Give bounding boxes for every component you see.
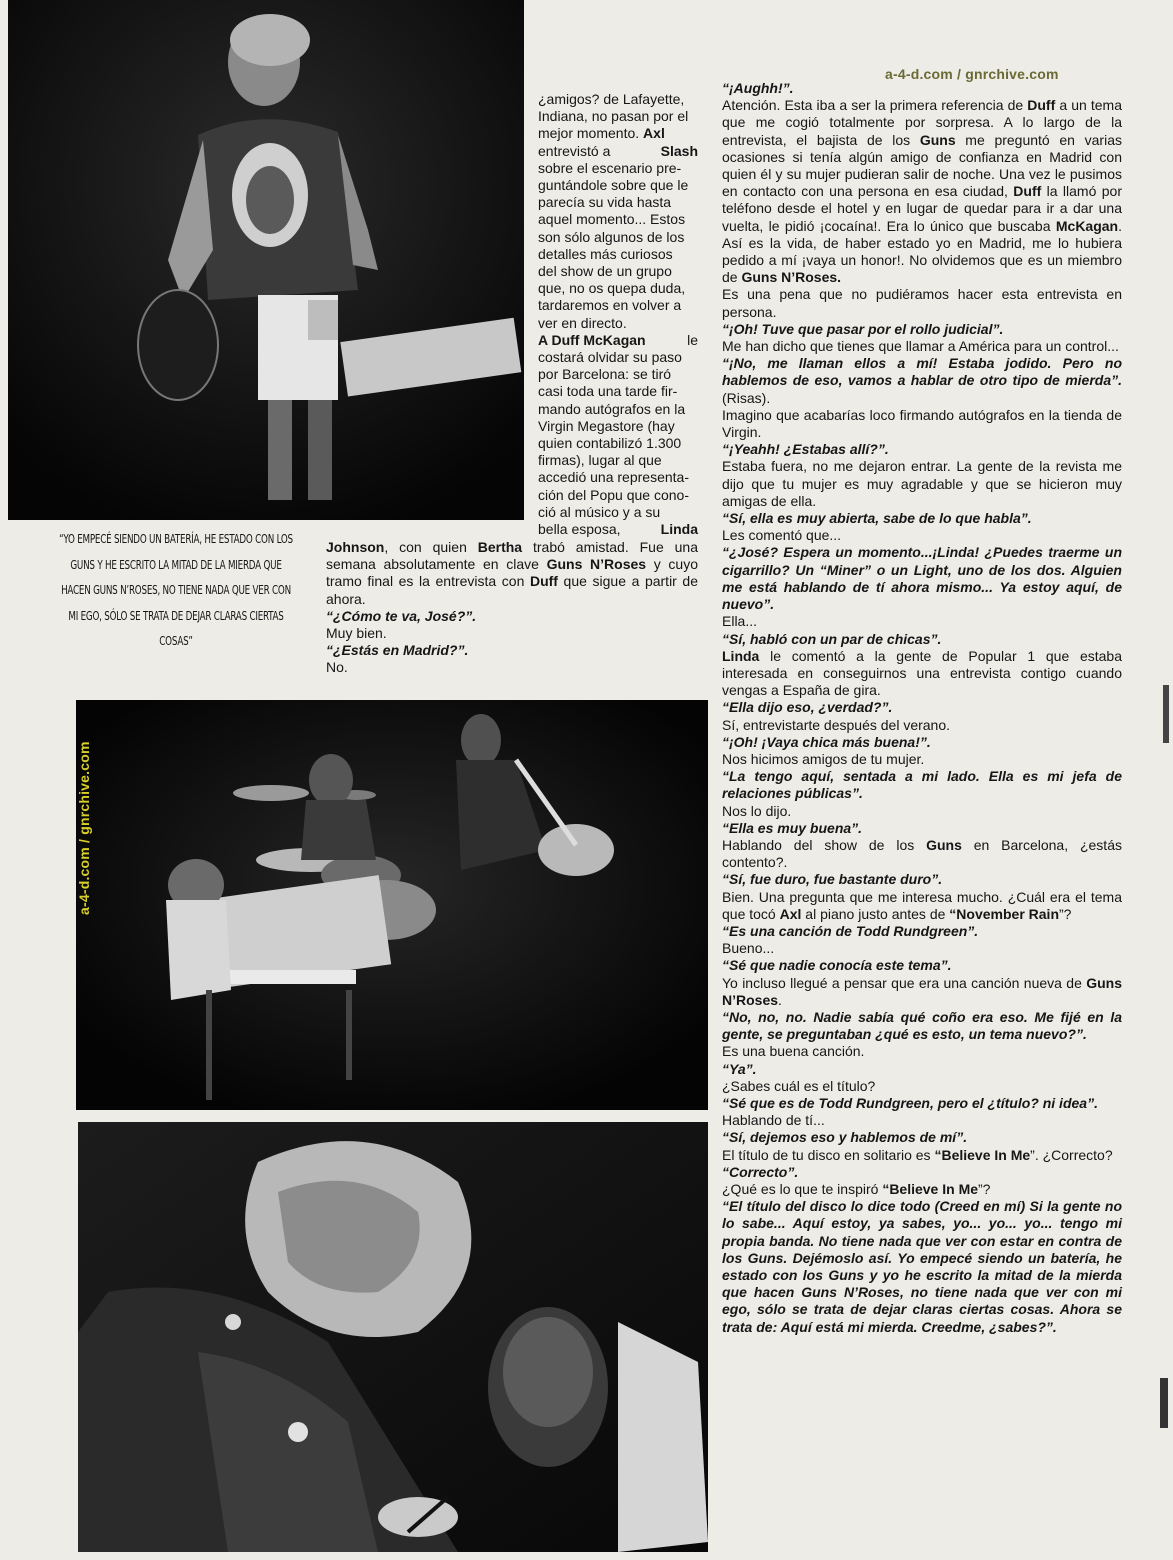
quote-text: “¡Oh! Tuve que pasar por el rollo judicial”. [722, 320, 1004, 337]
interview-question: Estaba fuera, no me dejaron entrar. La gente de la revista me dijo que tu mujer es muy agradable y que se hicieron muy amigas de ella. [722, 458, 1122, 509]
interview-question: Imagino que acabarías loco firmando autógrafos en la tienda de Virgin. [722, 406, 1122, 441]
interview-question: Nos lo dijo. [722, 802, 792, 819]
right-column [722, 80, 1122, 1336]
interview-question: Me han dicho que tienes que llamar a América para un control... [722, 338, 1119, 355]
interview-answer-quote [722, 1129, 1122, 1146]
quote-text: “¡Aughh!”. [722, 80, 794, 96]
text-line: entrevistó a Slash [538, 142, 698, 159]
quote-text: “El título del disco lo dice todo (Creed en mí) Si la gente no lo sabe... Aquí estoy, ya sabes, yo... yo... yo... tengo mi propia banda. No tiene nada que ver con estar en contra de los Guns. Dejémoslo así. Yo empecé siendo un batería, he estado con los Guns y yo he escrito la mitad de la mierda que hacen Guns N’Roses, no tiene nada que ver con mi ego, sólo se trata de dejar claras ciertas cosas. Ahora se trata de: Aquí está mi mierda. Creedme, ¿sabes?”. [722, 1198, 1122, 1335]
quote-text: “Ya”. [722, 1060, 757, 1077]
interview-question: Ella... [722, 613, 758, 630]
interview-answer-quote [722, 441, 1122, 458]
text-line: A Duff McKagan le [538, 331, 698, 348]
text-line: detalles más curiosos [538, 245, 673, 262]
text-line: ¿amigos? de Lafayette, [538, 91, 685, 107]
quote-text: “Es una canción de Todd Rundgreen”. [722, 922, 979, 939]
bold-name: Guns N’Roses. [741, 269, 842, 286]
quote-text: “Sé que nadie conocía este tema”. [722, 957, 952, 974]
interview-question: Hablando de tí... [722, 1112, 825, 1129]
interview-answer-quote [722, 355, 1122, 407]
interview-answer-quote [722, 544, 1122, 613]
text-line: costará olvidar su paso [538, 349, 682, 366]
quote-text: “Sé que es de Todd Rundgreen, pero el ¿título? ni idea”. [722, 1094, 1098, 1111]
interview-answer-quote [722, 734, 1122, 751]
text-line: son sólo algunos de los [538, 228, 685, 245]
watermark-top: a-4-d.com / gnrchive.com [885, 66, 1059, 82]
interview-answer-quote [722, 957, 1122, 974]
text-line: ver en directo. [538, 314, 627, 331]
text-line: firmas), lugar al que [538, 452, 662, 469]
photo-band-piano [76, 700, 708, 1110]
page-edge-mark [1160, 1378, 1168, 1428]
interview-answer-quote [722, 871, 1122, 888]
bold-name: Duff [1027, 97, 1056, 114]
quote-text: “¡No, me llaman ellos a mí! Estaba jodido. Pero no hablemos de eso, vamos a hablar de otro tipo de mierda”. [722, 355, 1122, 389]
interview-question: Les comentó que... [722, 527, 842, 544]
text-line: ció al músico y a su [538, 503, 661, 520]
text-line: ción del Popu que cono- [538, 486, 689, 503]
interview-question: Es una pena que no pudiéramos hacer esta entrevista en persona. [722, 286, 1122, 320]
interview-question: “¿Estás en Madrid?”. [326, 642, 469, 659]
text-line: del show de un grupo [538, 263, 672, 280]
interview-answer-quote [722, 510, 1122, 527]
interview-question: Es una buena canción. [722, 1043, 865, 1060]
quote-text: “Ella es muy buena”. [722, 819, 863, 836]
interview-question: Hablando del show de los Guns en Barcelona, ¿estás contento?. [722, 836, 1122, 871]
interview-answer-quote [722, 1061, 1122, 1078]
middle-column-narrow [538, 91, 698, 538]
bold-name: Linda [722, 647, 760, 664]
text-line: sobre el escenario pre- [538, 159, 682, 176]
interview-answer-quote [722, 768, 1122, 802]
interview-answer: No. [326, 659, 348, 676]
quote-text: “¡Yeahh! ¿Estabas allí?”. [722, 441, 889, 458]
text-line: guntándole sobre que le [538, 177, 689, 194]
bold-name: “Believe In Me [934, 1146, 1031, 1163]
quote-text: “Sí, fue duro, fue bastante duro”. [722, 871, 943, 888]
page-edge-mark [1163, 685, 1169, 743]
text-line: bella esposa, Linda [538, 521, 698, 538]
text-line: por Barcelona: se tiró [538, 366, 672, 383]
text-line: Virgin Megastore (hay [538, 417, 675, 434]
quote-text: “Correcto”. [722, 1163, 799, 1180]
text-line: Indiana, no pasan por el [538, 108, 689, 125]
text-line: parecía su vida hasta [538, 194, 672, 211]
text-line: aquel momento... Estos [538, 211, 686, 228]
photo-axl-on-stage [8, 0, 524, 520]
quote-text: “La tengo aquí, sentada a mi lado. Ella es mi jefa de relaciones públicas”. [722, 768, 1122, 802]
text-line: que, no os quepa duda, [538, 280, 686, 297]
paragraph: Johnson, con quien Bertha trabó amistad. Fue una semana absolutamente en clave Guns N’Roses y cuyo tramo final es la entrevista con Duff que sigue a partir de ahora. [326, 539, 699, 607]
bold-name: “November Rain [949, 905, 1059, 922]
bold-name: McKagan [1055, 217, 1119, 234]
interview-question: Linda le comentó a la gente de Popular 1 que estaba interesada en conseguirnos una entrevista contigo cuando vengas a España de gira. [722, 647, 1122, 699]
quote-text: “Sí, ella es muy abierta, sabe de lo que habla”. [722, 510, 1032, 527]
watermark-side: a-4-d.com / gnrchive.com [76, 741, 92, 915]
bold-name: “Believe In Me [882, 1181, 979, 1197]
interview-question: Sí, entrevistarte después del verano. [722, 716, 951, 733]
text-line: quien contabilizó 1.300 [538, 435, 682, 452]
interview-question: ¿Qué es lo que te inspiró “Believe In Me”? [722, 1181, 991, 1197]
quote-text: “Ella dijo eso, ¿verdad?”. [722, 699, 893, 716]
interview-answer-quote [722, 1009, 1122, 1043]
interview-question: Bueno... [722, 940, 775, 957]
text-line: mando autógrafos en la [538, 400, 686, 417]
interview-answer: Muy bien. [326, 625, 387, 642]
text-line: casi toda una tarde fir- [538, 383, 678, 400]
bold-name: Axl [779, 905, 802, 922]
bold-name: Duff [1013, 183, 1042, 200]
interview-answer-quote [722, 820, 1122, 837]
text-line: accedió una representa- [538, 469, 689, 486]
interview-answer-quote [722, 321, 1122, 338]
interview-question: Nos hicimos amigos de tu mujer. [722, 750, 925, 767]
interview-answer-quote [722, 1095, 1122, 1112]
photo-autograph-signing [78, 1122, 708, 1552]
interview-question: Atención. Esta iba a ser la primera referencia de Duff a un tema que me cogió totalmente por sorpresa. A lo largo de la entrevista, el bajista de los Guns me preguntó en varias ocasiones si tenía algún amigo de confianza en Madrid con quien él y su mujer pudieran salir de noche. Una vez le pusimos en contacto con una persona en esa ciudad, Duff la llamó por teléfono desde el hotel y en lugar de quedar para ir a dar una vuelta, le pidió ¡cocaína!. Era lo único que buscaba McKagan. Así es la vida, de haber estado yo en Madrid, me lo hubiera pedido a mí ¡vaya un honor!. No olvidemos que es un miembro de Guns N’Roses. [722, 97, 1122, 286]
interview-question: Bien. Una pregunta que me interesa mucho. ¿Cuál era el tema que tocó Axl al piano justo antes de “November Rain”? [722, 888, 1122, 922]
text-line: mejor momento. Axl [538, 125, 665, 142]
text-line: tardaremos en volver a [538, 297, 682, 314]
quote-text: “Sí, habló con un par de chicas”. [722, 630, 942, 647]
pull-quote: “YO EMPECÉ SIENDO UN BATERÍA, HE ESTADO CON LOS GUNS Y HE ESCRITO LA MITAD DE LA MIERDA QUE HACEN GUNS N’ROSES, NO TIENE NADA QUE VER CON MI EGO, SÓLO SE TRATA DE DEJAR CLARAS CIERTAS COSAS” [59, 531, 293, 648]
middle-column-wide [326, 539, 698, 677]
interview-question: El título de tu disco en solitario es “Believe In Me”. ¿Correcto? [722, 1146, 1113, 1163]
quote-text: “Sí, dejemos eso y hablemos de mí”. [722, 1129, 968, 1146]
interview-answer-quote [722, 631, 1122, 648]
interview-question: “¿Cómo te va, José?”. [326, 607, 477, 624]
quote-text: “No, no, no. Nadie sabía qué coño era eso. Me fijé en la gente, se preguntaban ¿qué es esto, un tema nuevo?”. [722, 1008, 1122, 1043]
interview-answer-quote [722, 1198, 1122, 1336]
interview-question: ¿Sabes cuál es el título? [722, 1077, 876, 1094]
interview-answer-quote [722, 80, 1122, 97]
quote-text: “¿José? Espera un momento...¡Linda! ¿Puedes traerme un cigarrillo? Un “Miner” o un Light, uno de los dos. Alguien me está hablando de tí ahora mismo... Ya estoy aquí, de nuevo”. [722, 544, 1122, 613]
bold-name: Guns N’Roses [722, 974, 1122, 1008]
interview-question: Yo incluso llegué a pensar que era una canción nueva de Guns N’Roses. [722, 974, 1122, 1008]
bold-name: Guns [919, 131, 956, 148]
quote-tail: (Risas). [722, 389, 771, 406]
quote-text: “¡Oh! ¡Vaya chica más buena!”. [722, 733, 931, 750]
interview-answer-quote [722, 923, 1122, 940]
interview-answer-quote [722, 699, 1122, 716]
interview-answer-quote [722, 1164, 1122, 1181]
bold-name: Guns [926, 836, 962, 853]
